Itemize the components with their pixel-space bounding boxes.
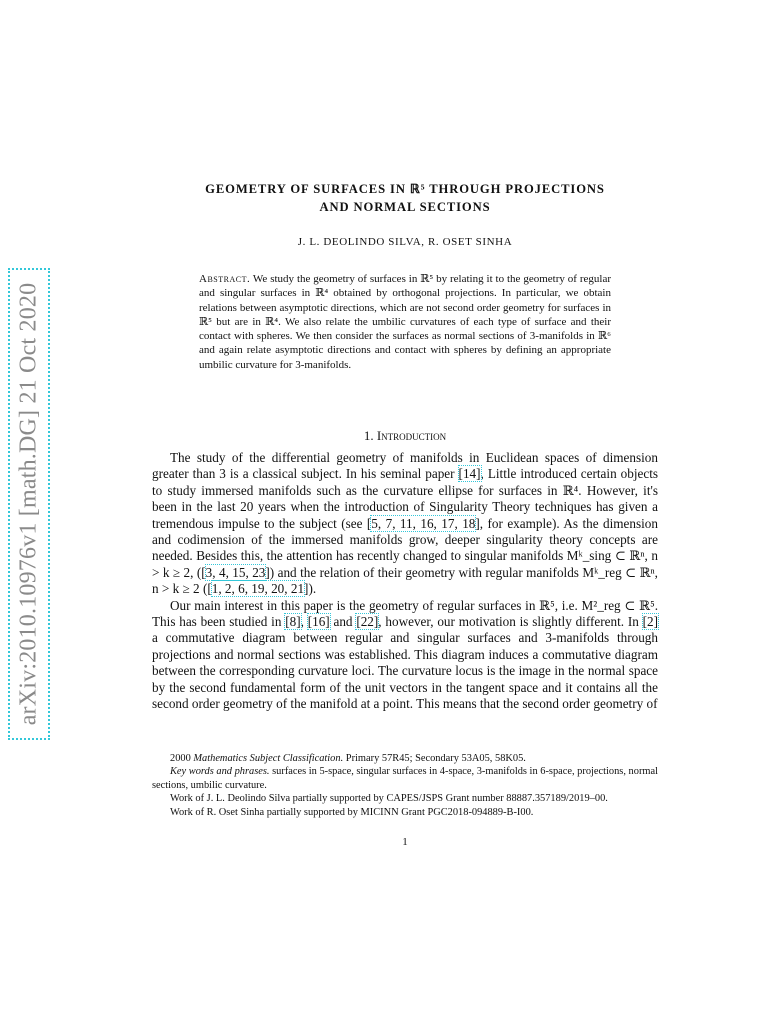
- citation-link[interactable]: [16]: [307, 614, 330, 630]
- text-run: a commutative diagram between regular and singular surfaces and 3-manifolds through projections and normal sections was established. This diagram induces a commutative diagram between the corresponding curvature loci. The curvature locus is the image in the normal space by the second fundamental form of the unit vectors in the tangent space and it contains all the second order geometry of the manifold at a point. This means that the second order geometry of: [152, 630, 658, 712]
- citation-link[interactable]: [8]: [285, 614, 301, 630]
- keywords-text: surfaces in 5-space, singular surfaces in 4-space, 3-manifolds in 6-space, projections, normal sections, umbilic curvature.: [152, 766, 658, 791]
- msc-text: Primary 57R45; Secondary 53A05, 58K05.: [345, 753, 526, 764]
- section-heading: [150, 428, 660, 444]
- keywords-label: Key words and phrases.: [170, 766, 270, 778]
- arxiv-stamp: [8, 268, 50, 740]
- footnote-funding-1: Work of J. L. Deolindo Silva partially supported by CAPES/JSPS Grant number 88887.357189/2019–00.: [170, 793, 608, 805]
- text-run: ,: [300, 614, 308, 630]
- abstract-label: Abstract.: [199, 273, 251, 285]
- footnotes: [152, 752, 658, 819]
- text-run: ]).: [304, 581, 317, 597]
- body-text: [152, 450, 658, 713]
- title-line-1: GEOMETRY OF SURFACES IN ℝ⁵ THROUGH PROJECTIONS: [205, 182, 605, 196]
- msc-label: Mathematics Subject Classification.: [193, 753, 344, 764]
- citation-link[interactable]: 3, 4, 15, 23: [205, 564, 266, 580]
- paper-title: [150, 180, 660, 216]
- text-run: Our main interest in this paper is the geometry of regular surfaces in ℝ⁵, i.e. M²_reg ⊂ ℝ⁵. This has been studied in: [152, 597, 658, 630]
- footnote-msc: [152, 752, 658, 765]
- citation-link[interactable]: 1, 2, 6, 19, 20, 21: [211, 581, 305, 597]
- section-title: Introduction: [376, 428, 447, 443]
- section-number: 1.: [363, 428, 374, 443]
- text-run: ]) and the relation of their geometry with regular manifolds Mᵏ_reg ⊂ ℝⁿ, n > k ≥ 2 ([: [152, 564, 658, 597]
- citation-link[interactable]: 5, 7, 11, 16, 17, 18: [371, 515, 476, 531]
- paragraph-1: [152, 450, 658, 598]
- citation-link[interactable]: [14]: [458, 466, 481, 482]
- text-run: The study of the differential geometry of manifolds in Euclidean spaces of dimension greater than 3 is a classical subject. In his seminal paper: [152, 450, 658, 482]
- title-line-2: AND NORMAL SECTIONS: [319, 200, 491, 214]
- footnote-keywords: [152, 765, 658, 792]
- paragraph-2: [152, 598, 658, 713]
- text-run: , however, our motivation is slightly different. In: [378, 614, 643, 630]
- citation-link[interactable]: [22]: [356, 614, 379, 630]
- abstract-text: We study the geometry of surfaces in ℝ⁵ by relating it to the geometry of regular and singular surfaces in ℝ⁴ obtained by orthogonal projections. In particular, we obtain relations between asymptotic directions, which are not second order geometry for surfaces in ℝ⁵ but are in ℝ⁴. We also relate the umbilic curvatures of each type of surface and their contact with spheres. We then consider the surfaces as normal sections of 3-manifolds in ℝ⁶ and again relate asymptotic directions and contact with spheres by defining an appropriate umbilic curvature for 3-manifolds.: [199, 273, 611, 371]
- text-run: ], for example). As the dimension and codimension of the immersed manifolds grow, deeper singularity theory concepts are needed. Besides this, the attention has recently changed to singular manifolds Mᵏ_sing ⊂ ℝⁿ, n > k ≥ 2, ([: [152, 515, 658, 580]
- msc-year: 2000: [170, 753, 191, 764]
- authors: J. L. DEOLINDO SILVA, R. OSET SINHA: [297, 236, 513, 248]
- abstract: [199, 272, 611, 372]
- text-run: , Little introduced certain objects to study immersed manifolds such as the curvature ellipse for surfaces in ℝ⁴. However, it's been in the last 20 years when the introduction of Singularity Theory techniques has given a tremendous impulse to the subject (see [: [152, 466, 659, 531]
- text-run: and: [329, 614, 357, 630]
- citation-link[interactable]: [2]: [642, 614, 658, 630]
- arxiv-id: arXiv:2010.10976v1 [math.DG] 21 Oct 2020: [15, 282, 42, 726]
- footnote-funding-2: Work of R. Oset Sinha partially supported by MICINN Grant PGC2018-094889-B-I00.: [170, 806, 534, 818]
- page-number: 1: [402, 836, 408, 848]
